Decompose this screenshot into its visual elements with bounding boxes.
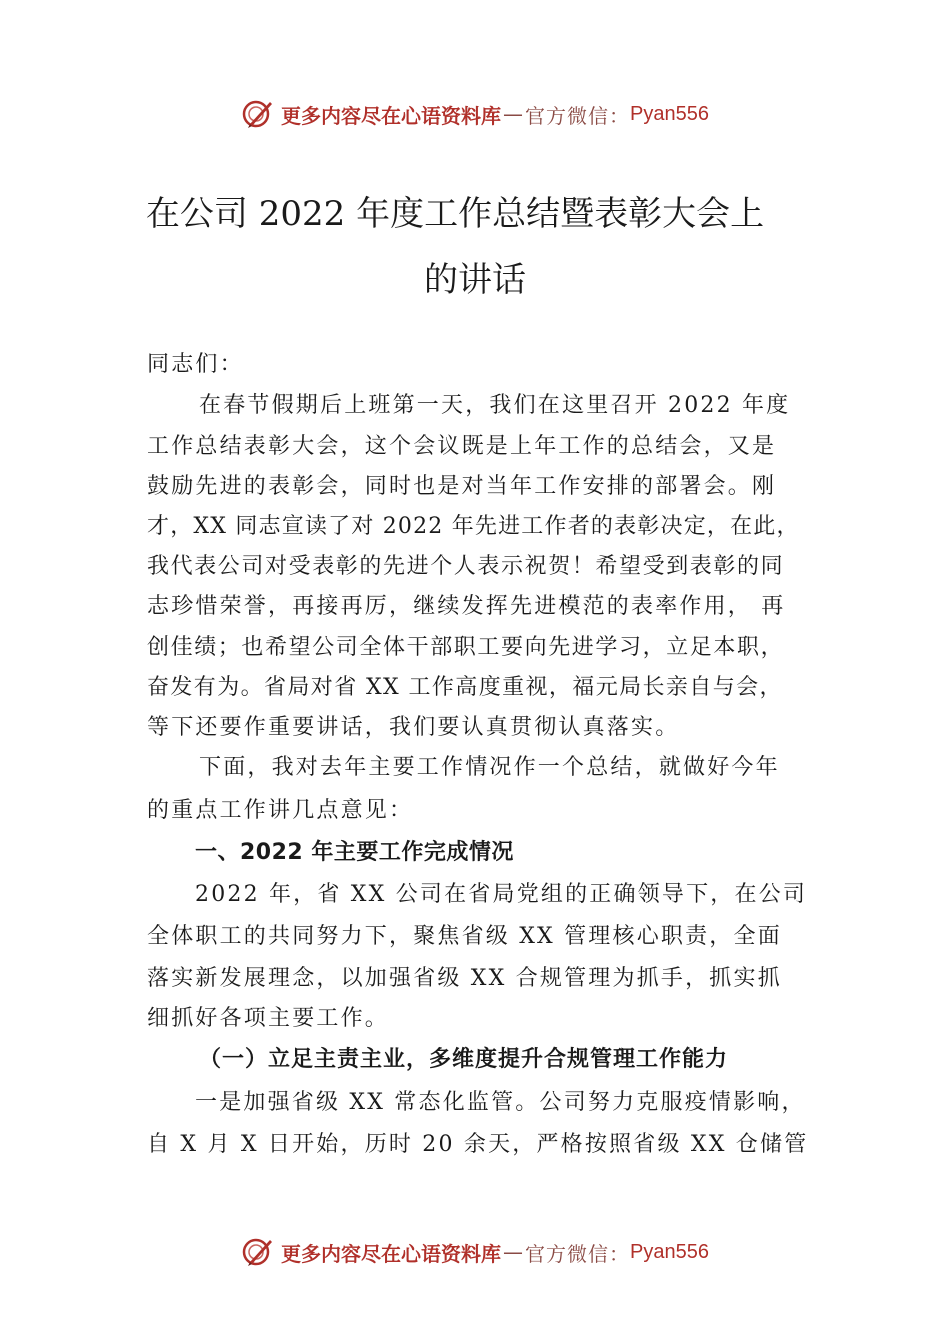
brand-text: 更多内容尽在心语资料库 [281, 1241, 502, 1266]
paragraph-line: 志珍惜荣誉，再接再厉，继续发挥先进模范的表率作用， 再 [147, 594, 786, 619]
brand-text: 更多内容尽在心语资料库 [281, 103, 502, 128]
paragraph-line: 一是加强省级 XX 常态化监管。公司努力克服疫情影响， [195, 1090, 806, 1115]
paragraph-line: 下面，我对去年主要工作情况作一个总结，就做好今年 [199, 755, 780, 780]
document-title-line-2: 的讲话 [424, 260, 526, 300]
paragraph-line: 工作总结表彰大会，这个会议既是上年工作的总结会，又是 [147, 434, 777, 459]
paragraph-line: 鼓励先进的表彰会，同时也是对当年工作安排的部署会。刚 [147, 474, 777, 499]
paragraph-line: 才，XX 同志宣读了对 2022 年先进工作者的表彰决定，在此， [147, 514, 800, 539]
wechat-id: Pyan556 [630, 1240, 709, 1263]
footer-banner [0, 1232, 950, 1272]
paragraph-line: 的重点工作讲几点意见： [147, 798, 414, 823]
section-heading-1: 一、2022 年主要工作完成情况 [195, 840, 514, 865]
paragraph-line: 自 X 月 X 日开始，历时 20 余天，严格按照省级 XX 仓储管 [147, 1132, 809, 1157]
paragraph-line: 创佳绩；也希望公司全体干部职工要向先进学习，立足本职， [147, 635, 785, 660]
header-banner [0, 94, 950, 134]
banner-dash: — [503, 1240, 524, 1264]
subsection-heading-1: （一）立足主责主业，多维度提升合规管理工作能力 [199, 1046, 729, 1072]
paragraph-line: 细抓好各项主要工作。 [147, 1006, 390, 1031]
paragraph-line: 我代表公司对受表彰的先进个人表示祝贺！希望受到表彰的同 [147, 554, 785, 579]
document-title-line-1: 在公司 2022 年度工作总结暨表彰大会上 [145, 194, 765, 234]
pen-circle-logo-icon [241, 97, 275, 131]
paragraph-line: 在春节假期后上班第一天，我们在这里召开 2022 年度 [199, 393, 791, 418]
wechat-label: 官方微信： [525, 103, 631, 128]
wechat-id: Pyan556 [630, 102, 709, 125]
paragraph-line: 2022 年，省 XX 公司在省局党组的正确领导下，在公司 [195, 882, 808, 907]
paragraph-line: 等下还要作重要讲话，我们要认真贯彻认真落实。 [147, 715, 680, 740]
pen-circle-logo-icon [241, 1235, 275, 1269]
paragraph-line: 全体职工的共同努力下，聚焦省级 XX 管理核心职责，全面 [147, 924, 782, 949]
salutation: 同志们： [147, 352, 244, 377]
paragraph-line: 奋发有为。省局对省 XX 工作高度重视，福元局长亲自与会， [147, 675, 783, 700]
banner-dash: — [503, 102, 524, 126]
wechat-label: 官方微信： [525, 1241, 631, 1266]
paragraph-line: 落实新发展理念，以加强省级 XX 合规管理为抓手，抓实抓 [147, 966, 782, 991]
